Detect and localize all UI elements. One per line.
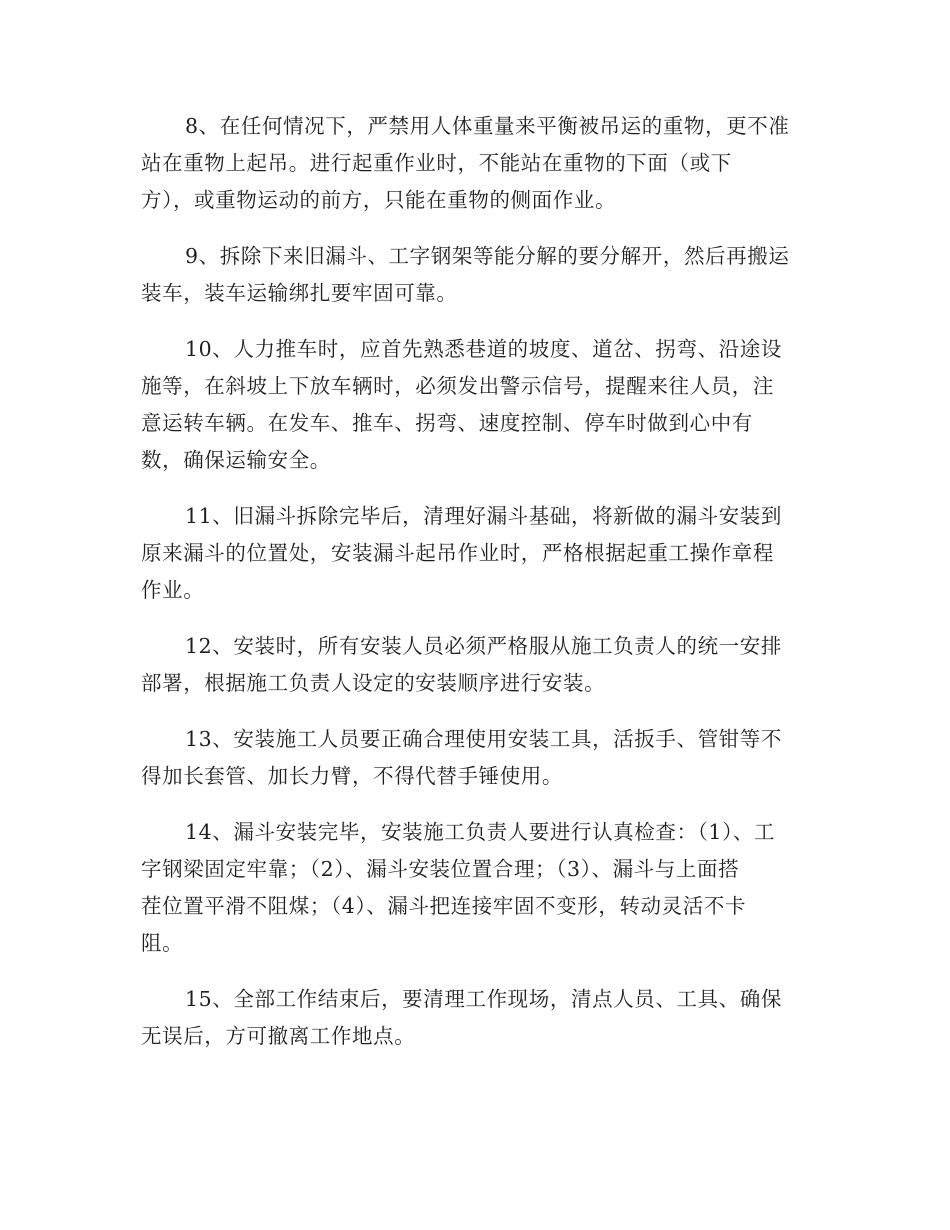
paragraph-item-10 — [141, 331, 809, 479]
paragraph-line: 装车，装车运输绑扎要牢固可靠。 — [141, 281, 458, 305]
document-body — [141, 108, 809, 1074]
paragraph-line: 8、在任何情况下，严禁用人体重量来平衡被吊运的重物，更不准 — [185, 114, 790, 138]
paragraph-line: 施等，在斜坡上下放车辆时，必须发出警示信号，提醒来往人员，注 — [141, 374, 774, 398]
paragraph-line: 15、全部工作结束后，要清理工作现场，清点人员、工具、确保 — [185, 987, 782, 1011]
paragraph-item-15 — [141, 981, 809, 1055]
paragraph-item-11 — [141, 498, 809, 609]
paragraph-item-14 — [141, 814, 809, 962]
paragraph-line: 作业。 — [141, 578, 205, 602]
paragraph-line: 站在重物上起吊。进行起重作业时，不能站在重物的下面（或下 — [141, 151, 732, 175]
paragraph-line: 无误后，方可撤离工作地点。 — [141, 1024, 416, 1048]
paragraph-line: 原来漏斗的位置处，安装漏斗起吊作业时，严格根据起重工操作章程 — [141, 541, 774, 565]
paragraph-line: 12、安装时，所有安装人员必须严格服从施工负责人的统一安排 — [185, 634, 782, 658]
paragraph-line: 9、拆除下来旧漏斗、工字钢架等能分解的要分解开，然后再搬运 — [185, 244, 790, 268]
paragraph-line: 14、漏斗安装完毕，安装施工负责人要进行认真检查：（1）、工 — [185, 820, 776, 844]
paragraph-line: 意运转车辆。在发车、推车、拐弯、速度控制、停车时做到心中有 — [141, 411, 753, 435]
paragraph-line: 字钢梁固定牢靠；（2）、漏斗安装位置合理；（3）、漏斗与上面搭 — [141, 857, 740, 881]
paragraph-line: 茬位置平滑不阻煤；（4）、漏斗把连接牢固不变形，转动灵活不卡 — [141, 894, 747, 918]
paragraph-line: 得加长套管、加长力臂，不得代替手锤使用。 — [141, 764, 563, 788]
paragraph-line: 部署，根据施工负责人设定的安装顺序进行安装。 — [141, 671, 606, 695]
paragraph-item-12 — [141, 628, 809, 702]
paragraph-item-8 — [141, 108, 809, 219]
paragraph-line: 数，确保运输安全。 — [141, 448, 331, 472]
paragraph-item-13 — [141, 721, 809, 795]
paragraph-line: 10、人力推车时，应首先熟悉巷道的坡度、道岔、拐弯、沿途设 — [185, 337, 782, 361]
paragraph-line: 方），或重物运动的前方，只能在重物的侧面作业。 — [141, 188, 617, 212]
paragraph-line: 阻。 — [141, 931, 184, 955]
paragraph-line: 13、安装施工人员要正确合理使用安装工具，活扳手、管钳等不 — [185, 727, 782, 751]
paragraph-line: 11、旧漏斗拆除完毕后，清理好漏斗基础，将新做的漏斗安装到 — [185, 504, 782, 528]
paragraph-item-9 — [141, 238, 809, 312]
